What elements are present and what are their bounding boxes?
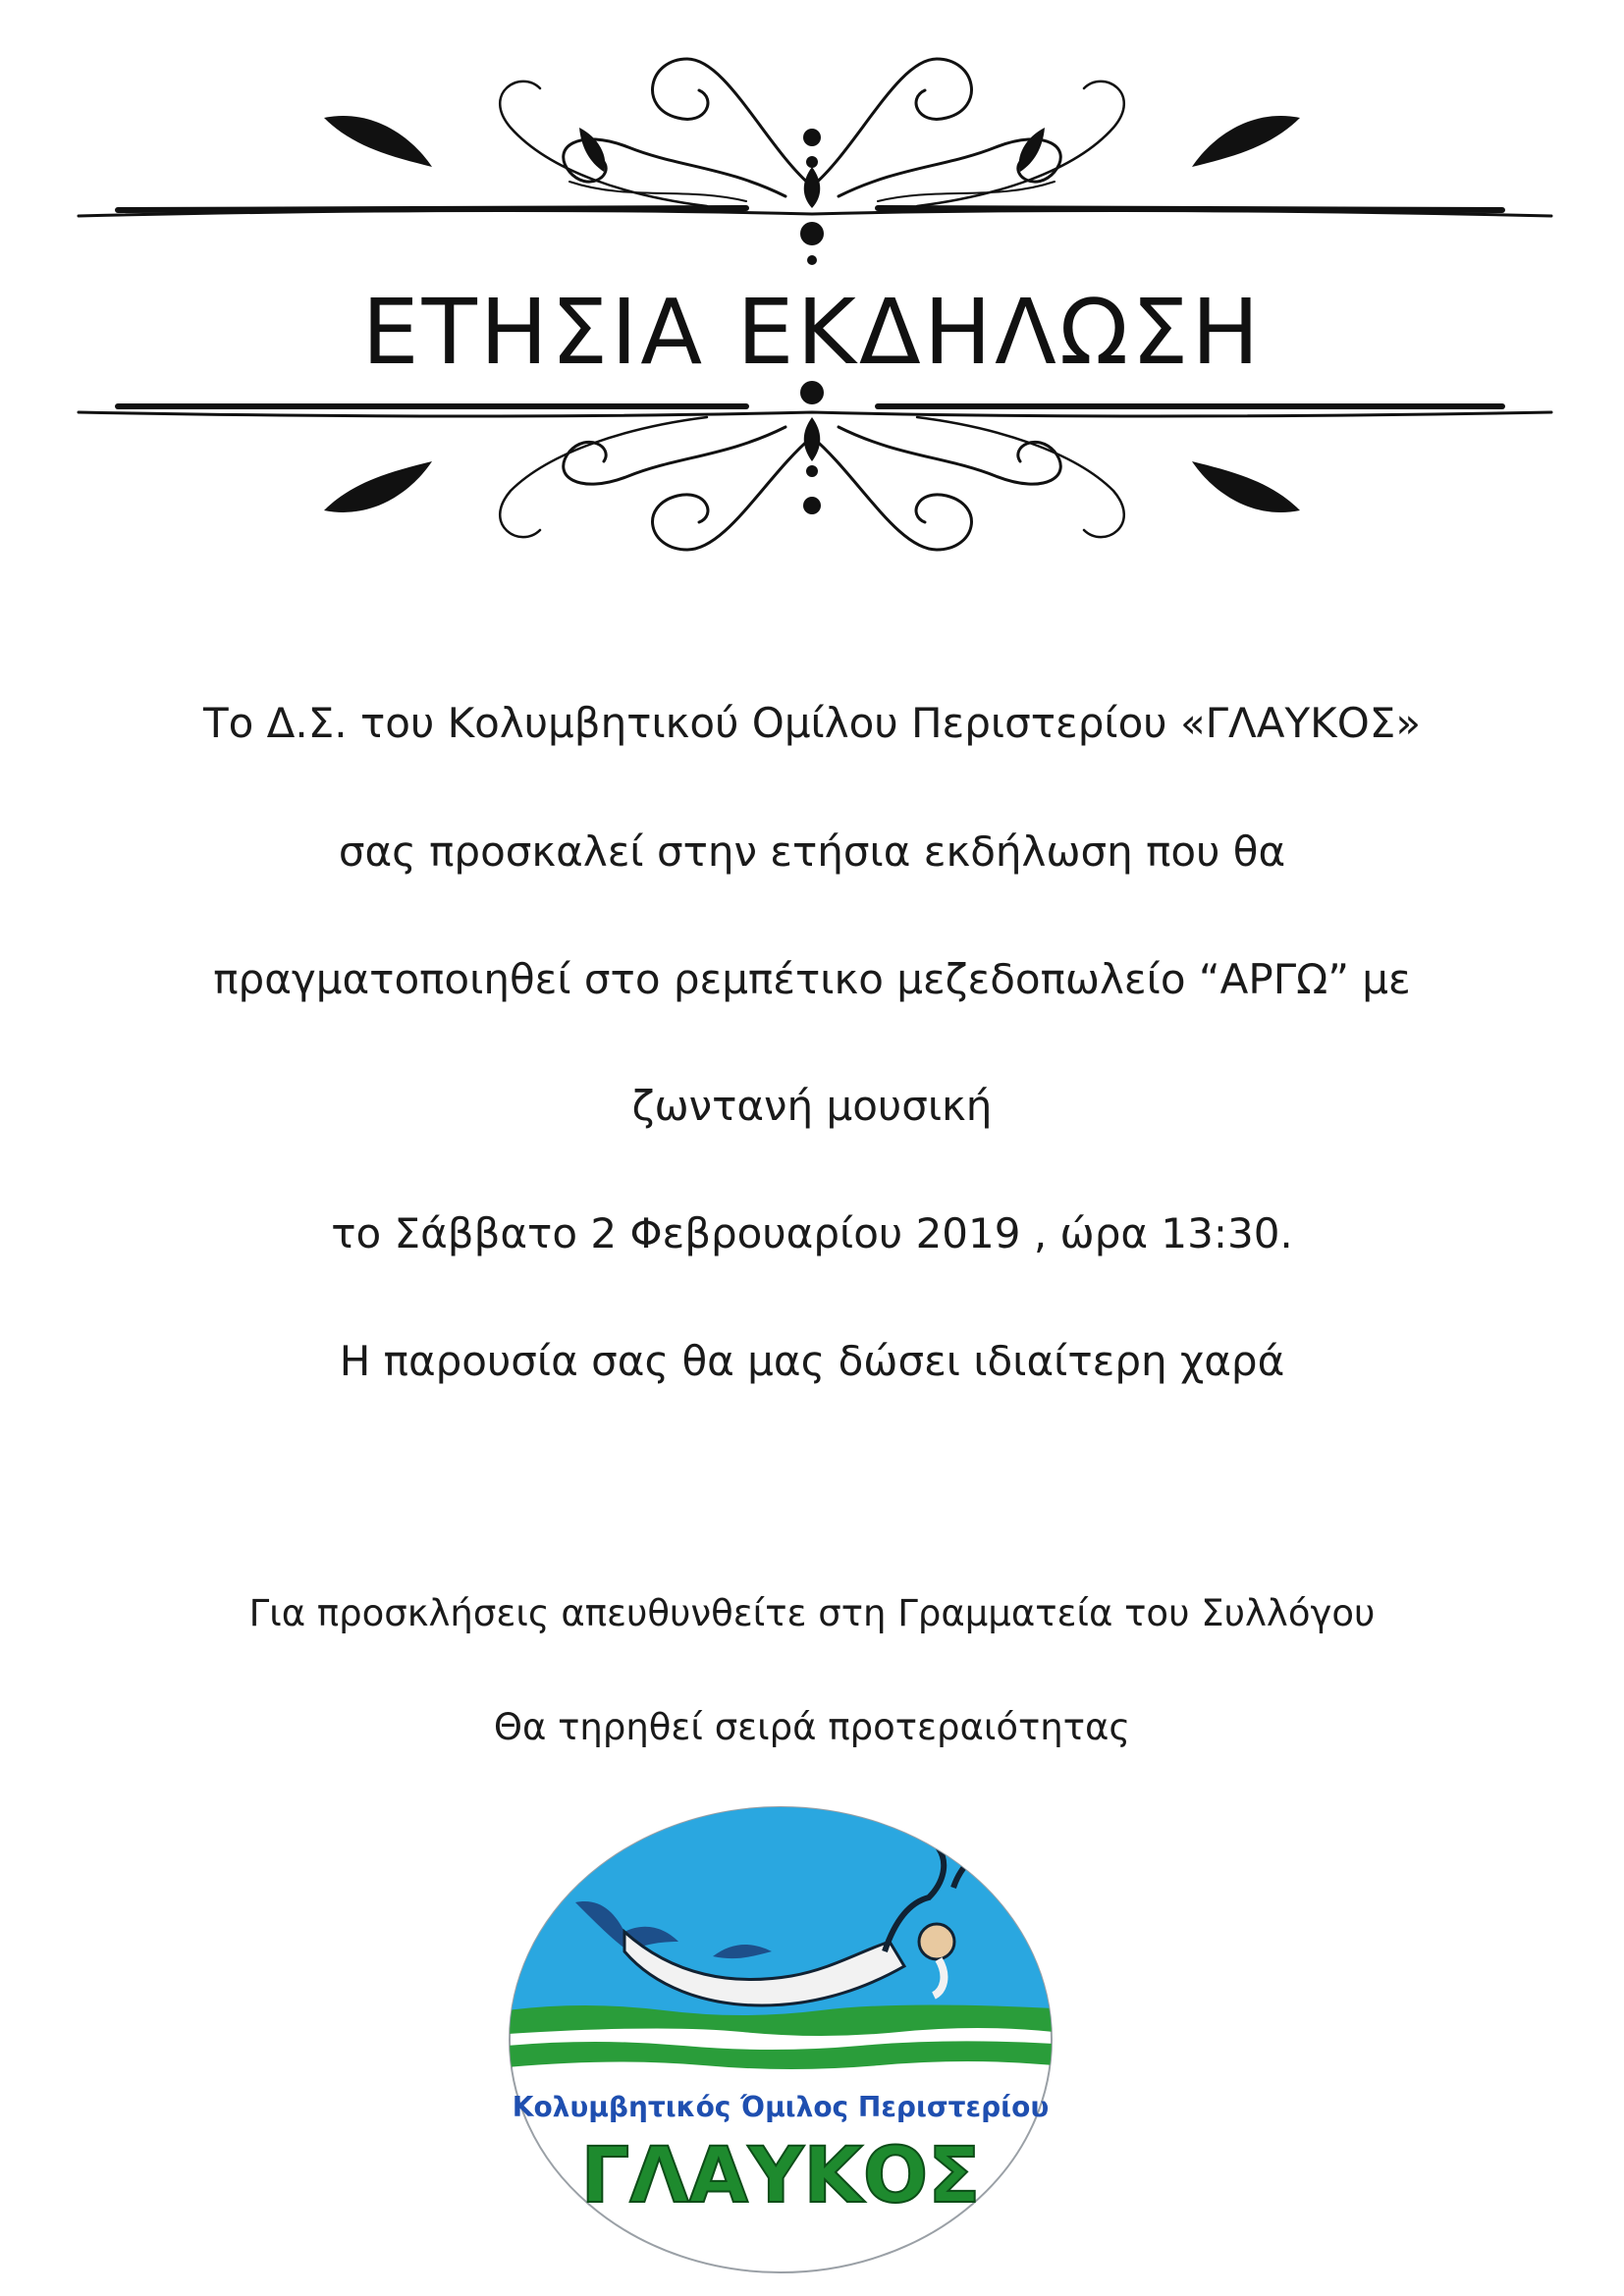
invitation-line: Η παρουσία σας θα μας δώσει ιδιαίτερη χαρά <box>339 1337 1285 1385</box>
note-line: Θα τηρηθεί σειρά προτεραιότητας <box>493 1706 1131 1748</box>
logo-subtitle: Κολυμβητικός Όμιλος Περιστερίου <box>512 2091 1050 2123</box>
invitation-line: ζωντανή μουσική <box>631 1082 993 1130</box>
logo-name: ΓΛΑΥΚΟΣ <box>580 2132 981 2220</box>
invitation-line: πραγματοποιηθεί στο ρεμπέτικο μεζεδοπωλείο “ΑΡΓΩ” με <box>213 955 1411 1003</box>
page-title: ΕΤΗΣΙΑ ΕΚΔΗΛΩΣΗ <box>361 280 1263 385</box>
invitation-line: το Σάββατο 2 Φεβρουαρίου 2019 , ώρα 13:30. <box>331 1209 1293 1257</box>
invitation-line: σας προσκαλεί στην ετήσια εκδήλωση που θα <box>338 828 1286 876</box>
invitation-line: Το Δ.Σ. του Κολυμβητικού Ομίλου Περιστερίου «ΓΛΑΥΚΟΣ» <box>202 699 1422 747</box>
note-line: Για προσκλήσεις απευθυνθείτε στη Γραμματεία του Συλλόγου <box>248 1592 1376 1634</box>
club-logo <box>507 1804 1055 2275</box>
